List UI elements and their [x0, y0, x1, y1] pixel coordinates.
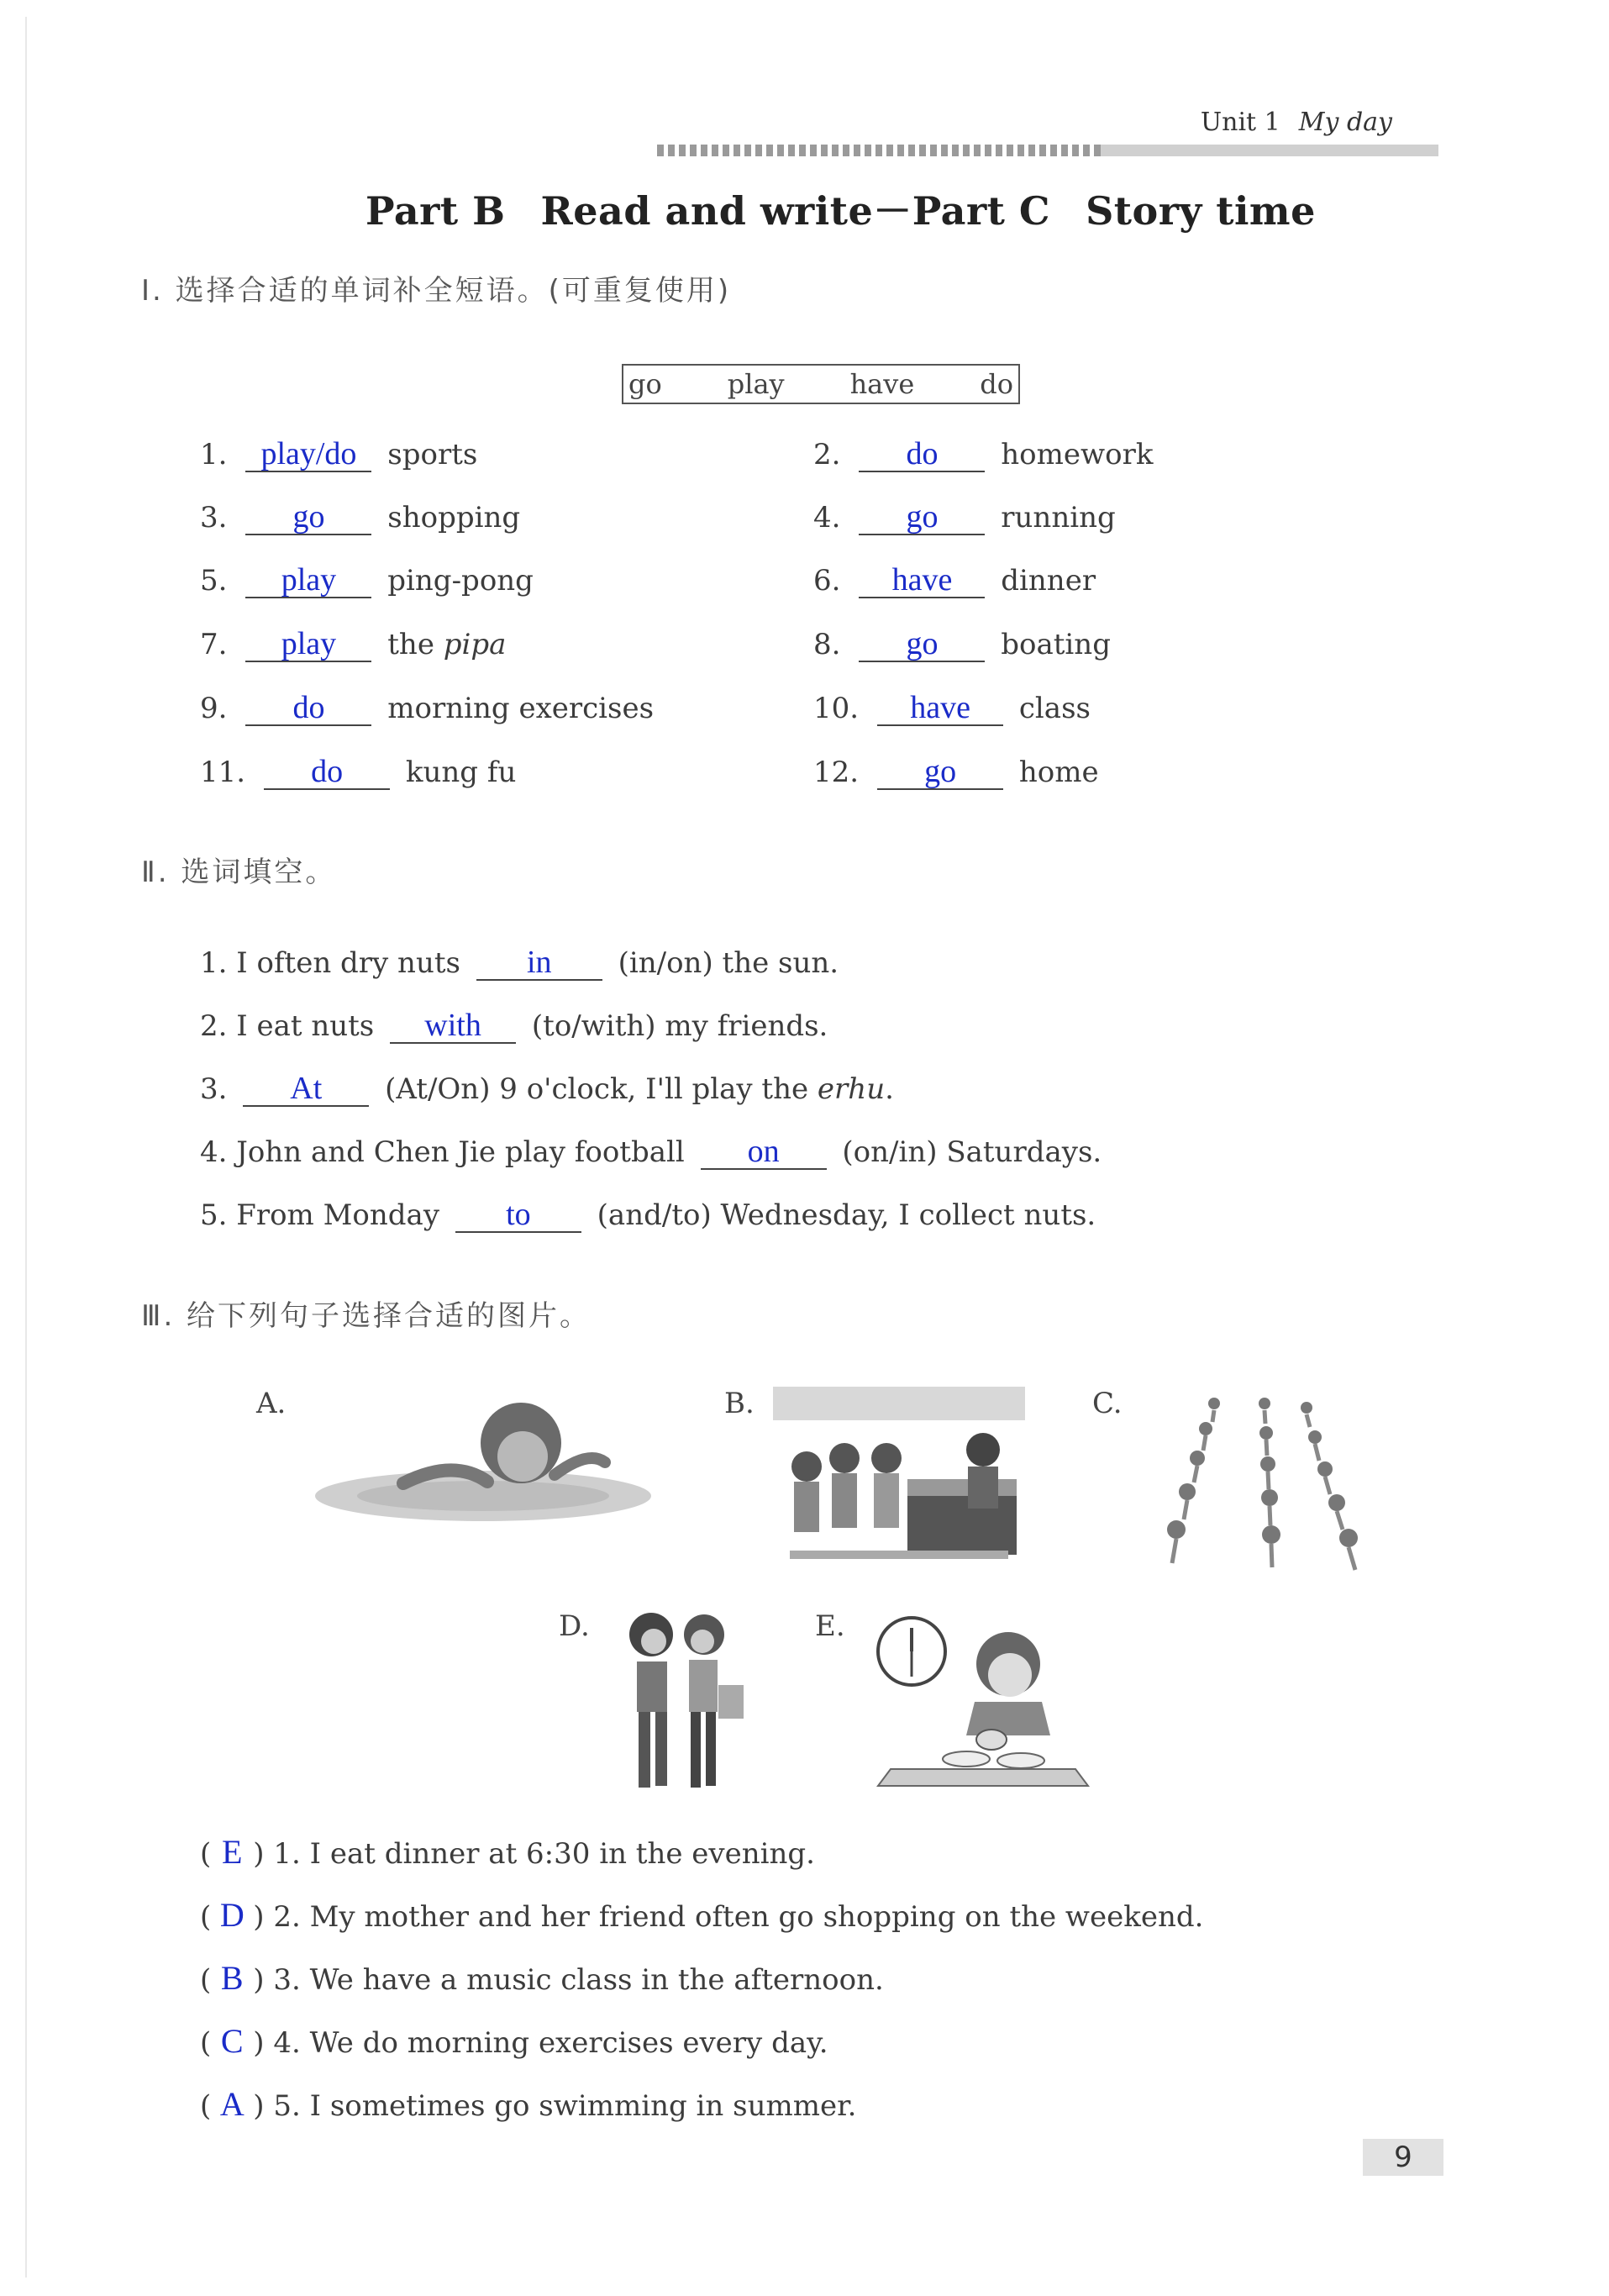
word-do: do [980, 368, 1013, 400]
fill-row: 5. From Monday to (and/to) Wednesday, I collect nuts. [200, 1197, 1096, 1232]
phrase-row: 6. have dinner [813, 562, 1096, 598]
phrase-row: 4. go running [813, 499, 1116, 535]
title-part-b: Part B [365, 188, 506, 234]
answer-blank[interactable]: with [390, 1008, 516, 1044]
unit-label: Unit 1 [1200, 108, 1280, 137]
answer-blank[interactable]: D [219, 1896, 245, 1934]
match-row: ( C ) 4. We do morning exercises every day. [200, 2022, 828, 2060]
header-stripe-solid [1101, 145, 1438, 156]
title-read-write: Read and write－Part C [540, 188, 1051, 234]
fill-row: 4. John and Chen Jie play football on (on/in) Saturdays. [200, 1134, 1102, 1169]
phrase-row: 9. do morning exercises [200, 690, 655, 725]
answer-blank[interactable]: do [245, 691, 371, 726]
picture-a-label: A. [256, 1387, 287, 1420]
section1-heading: Ⅰ. 选择合适的单词补全短语。(可重复使用) [141, 274, 732, 308]
answer-blank[interactable]: play [245, 627, 371, 662]
children-singing-at-piano-illustration [773, 1387, 1025, 1580]
answer-blank[interactable]: go [877, 755, 1003, 790]
picture-d-label: D. [559, 1609, 590, 1643]
answer-blank[interactable]: on [701, 1135, 827, 1170]
answer-blank[interactable]: in [476, 945, 602, 981]
two-women-shopping-illustration [605, 1609, 748, 1798]
section3-heading: Ⅲ. 给下列句子选择合适的图片。 [141, 1299, 592, 1333]
picture-c-label: C. [1092, 1387, 1123, 1420]
students-doing-exercises-illustration [1138, 1387, 1391, 1576]
word-go: go [628, 368, 662, 400]
picture-b-label: B. [724, 1387, 755, 1420]
phrase-row: 12. go home [813, 754, 1099, 789]
phrase-row: 3. go shopping [200, 499, 521, 535]
boy-eating-with-clock-illustration [874, 1609, 1092, 1803]
word-have: have [849, 368, 915, 400]
title-story: Story time [1086, 188, 1316, 234]
phrase-row: 10. have class [813, 690, 1091, 725]
phrase-row: 1. play/do sports [200, 436, 478, 471]
answer-blank[interactable]: go [859, 500, 985, 535]
phrase-row: 8. go boating [813, 626, 1111, 661]
phrase-row: 7. play the pipa [200, 626, 507, 661]
phrase-row: 11. do kung fu [200, 754, 517, 789]
answer-blank[interactable]: B [220, 1959, 244, 1997]
phrase-row: 5. play ping-pong [200, 562, 534, 598]
answer-blank[interactable]: go [859, 627, 985, 662]
answer-blank[interactable]: do [264, 755, 390, 790]
answer-blank[interactable]: play [245, 563, 371, 598]
picture-e-label: E. [815, 1609, 845, 1643]
word-box [622, 364, 1020, 404]
match-row: ( E ) 1. I eat dinner at 6:30 in the evening. [200, 1833, 815, 1871]
match-row: ( D ) 2. My mother and her friend often go shopping on the weekend. [200, 1896, 1204, 1934]
unit-topic: My day [1298, 108, 1392, 137]
unit-header [1201, 108, 1392, 137]
answer-blank[interactable]: A [219, 2085, 245, 2123]
answer-blank[interactable]: At [243, 1072, 369, 1107]
answer-blank[interactable]: play/do [245, 437, 371, 472]
fill-row: 3. At (At/On) 9 o'clock, I'll play the erhu. [200, 1071, 894, 1106]
page-number: 9 [1363, 2139, 1443, 2176]
answer-blank[interactable]: to [455, 1198, 581, 1233]
section2-heading: Ⅱ. 选词填空。 [141, 856, 337, 889]
answer-blank[interactable]: have [859, 563, 985, 598]
word-play: play [727, 368, 785, 400]
boy-swimming-illustration [302, 1382, 664, 1534]
answer-blank[interactable]: do [859, 437, 985, 472]
match-row: ( A ) 5. I sometimes go swimming in summer. [200, 2085, 857, 2123]
answer-blank[interactable]: have [877, 691, 1003, 726]
match-row: ( B ) 3. We have a music class in the afternoon. [200, 1959, 884, 1997]
page-title [365, 181, 1316, 236]
answer-blank[interactable]: E [222, 1833, 243, 1871]
fill-row: 2. I eat nuts with (to/with) my friends. [200, 1008, 828, 1043]
phrase-row: 2. do homework [813, 436, 1154, 471]
answer-blank[interactable]: C [220, 2022, 244, 2060]
fill-row: 1. I often dry nuts in (in/on) the sun. [200, 945, 839, 980]
answer-blank[interactable]: go [245, 500, 371, 535]
